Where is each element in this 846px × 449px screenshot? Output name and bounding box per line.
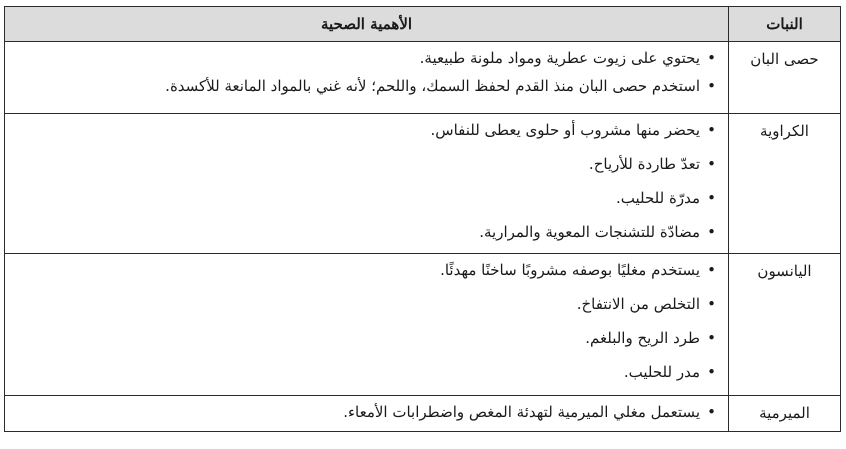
table-row <box>5 396 841 432</box>
herbs-table-container <box>4 6 840 432</box>
benefits-cell <box>5 114 729 254</box>
herbs-health-table <box>4 6 841 432</box>
benefits-list <box>13 120 716 242</box>
plant-name: اليانسون <box>729 254 841 396</box>
plant-name: الكراوية <box>729 114 841 254</box>
plant-name: حصى البان <box>729 42 841 114</box>
list-item: • مدر للحليب. <box>13 362 716 382</box>
benefits-list <box>13 260 716 382</box>
table-row <box>5 254 841 396</box>
table-row <box>5 42 841 114</box>
list-item: • استخدم حصى البان منذ القدم لحفظ السمك، واللحم؛ لأنه غني بالمواد المانعة للأكسدة. <box>13 76 716 96</box>
list-item: • يستعمل مغلي الميرمية لتهدئة المغص واضطرابات الأمعاء. <box>13 402 716 422</box>
list-item: • طرد الريح والبلغم. <box>13 328 716 348</box>
list-item: • التخلص من الانتفاخ. <box>13 294 716 314</box>
benefits-cell <box>5 396 729 432</box>
list-item: • يحتوي على زيوت عطرية ومواد ملونة طبيعية. <box>13 48 716 68</box>
list-item: • مدرّة للحليب. <box>13 188 716 208</box>
table-header-row <box>5 7 841 42</box>
plant-name: الميرمية <box>729 396 841 432</box>
benefits-list <box>13 402 716 422</box>
list-item: • يستخدم مغليًا بوصفه مشروبًا ساخنًا مهدئًا. <box>13 260 716 280</box>
header-plant: النبات <box>729 7 841 42</box>
list-item: • يحضر منها مشروب أو حلوى يعطى للنفاس. <box>13 120 716 140</box>
list-item: • مضادّة للتشنجات المعوية والمرارية. <box>13 222 716 242</box>
benefits-cell <box>5 254 729 396</box>
benefits-list <box>13 48 716 96</box>
list-item: • تعدّ طاردة للأرياح. <box>13 154 716 174</box>
benefits-cell <box>5 42 729 114</box>
table-row <box>5 114 841 254</box>
header-health-importance: الأهمية الصحية <box>5 7 729 42</box>
